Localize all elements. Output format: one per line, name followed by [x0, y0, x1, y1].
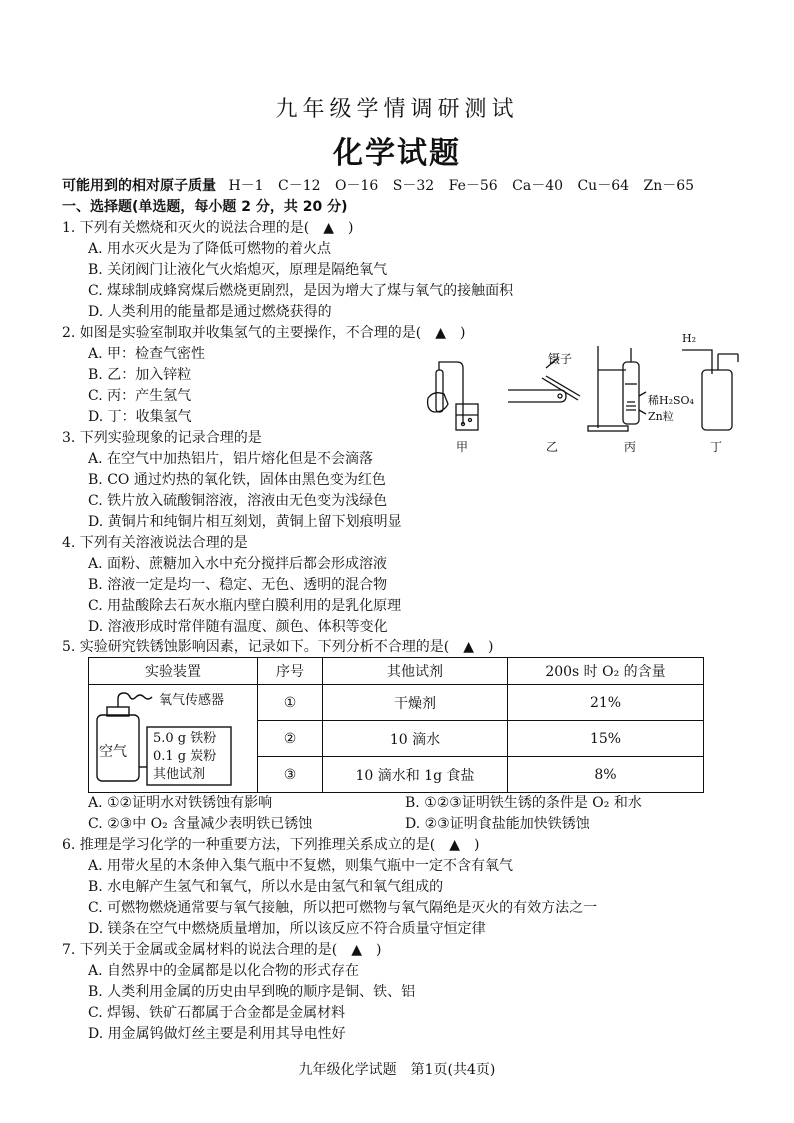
- atomic-mass-item: Fe－56: [448, 178, 498, 194]
- table-row: [89, 685, 704, 721]
- row-2-reagent: 10 滴水: [323, 721, 508, 757]
- question-5-stem: 5. 实验研究铁锈蚀影响因素，记录如下。下列分析不合理的是( ▲ ): [62, 639, 494, 655]
- q6-option-d: D. 镁条在空气中燃烧质量增加，所以该反应不符合质量守恒定律: [88, 921, 486, 937]
- q4-option-d: D. 溶液形成时常伴随有温度、颜色、体积等变化: [88, 619, 388, 635]
- acid-label: 稀H₂SO₄: [648, 394, 694, 407]
- question-7-stem: 7. 下列关于金属或金属材料的说法合理的是( ▲ ): [62, 942, 382, 958]
- header-device: 实验装置: [89, 658, 258, 685]
- other-reagent-label: 其他试剂: [153, 766, 206, 782]
- zinc-label: Zn粒: [648, 410, 674, 423]
- hydrogen-label: H₂: [682, 332, 697, 345]
- q1-option-d: D. 人类利用的能量都是通过燃烧获得的: [88, 304, 332, 320]
- q6-option-a: A. 用带火星的木条伸入集气瓶中不复燃，则集气瓶中一定不含有氧气: [88, 858, 514, 874]
- header-number: 序号: [258, 658, 323, 685]
- sensor-label: 氧气传感器: [159, 692, 225, 708]
- q5-option-a: A. ①②证明水对铁锈蚀有影响: [88, 795, 273, 811]
- q4-option-a: A. 面粉、蔗糖加入水中充分搅拌后都会形成溶液: [88, 556, 388, 572]
- row-3-reagent: 10 滴水和 1g 食盐: [323, 757, 508, 793]
- q2-option-b: B. 乙：加入锌粒: [88, 367, 192, 383]
- question-1-stem: 1. 下列有关燃烧和灭火的说法合理的是( ▲ ): [62, 220, 354, 236]
- question-2-stem: 2. 如图是实验室制取并收集氢气的主要操作，不合理的是( ▲ ): [62, 325, 466, 341]
- figure-label-jia: 甲: [456, 440, 469, 454]
- q3-option-c: C. 铁片放入硫酸铜溶液，溶液由无色变为浅绿色: [88, 493, 388, 509]
- atomic-mass-item: H－1: [228, 178, 264, 194]
- atomic-mass-item: Zn－65: [643, 178, 695, 194]
- q5-option-b: B. ①②③证明铁生锈的条件是 O₂ 和水: [405, 795, 642, 811]
- atomic-mass-item: Cu－64: [577, 178, 630, 194]
- q1-option-c: C. 煤球制成蜂窝煤后燃烧更剧烈，是因为增大了煤与氧气的接触面积: [88, 283, 514, 299]
- air-label: 空气: [99, 743, 127, 760]
- row-2-number: ②: [258, 721, 323, 757]
- exam-subtitle: 化学试题: [333, 136, 461, 171]
- figure-label-yi: 乙: [546, 440, 559, 454]
- device-contents: [153, 730, 216, 784]
- q3-option-a: A. 在空气中加热铝片，铝片熔化但是不会滴落: [88, 451, 374, 467]
- atomic-mass-item: Ca－40: [512, 178, 564, 194]
- page-footer: 九年级化学试题 第1页(共4页): [298, 1062, 496, 1078]
- row-3-number: ③: [258, 757, 323, 793]
- atomic-mass-item: O－16: [335, 178, 379, 194]
- q4-option-b: B. 溶液一定是均一、稳定、无色、透明的混合物: [88, 577, 388, 593]
- q3-option-b: B. CO 通过灼热的氧化铁，固体由黑色变为红色: [88, 472, 386, 488]
- question-4-stem: 4. 下列有关溶液说法合理的是: [62, 535, 248, 551]
- row-1-oxygen: 21%: [508, 685, 704, 721]
- section-heading: 一、选择题(单选题，每小题 2 分，共 20 分): [62, 199, 348, 215]
- q6-option-c: C. 可燃物燃烧通常要与氧气接触，所以把可燃物与氧气隔绝是灭火的有效方法之一: [88, 900, 598, 916]
- q7-option-d: D. 用金属钨做灯丝主要是利用其导电性好: [88, 1026, 346, 1042]
- q2-option-c: C. 丙：产生氢气: [88, 388, 192, 404]
- atomic-mass-item: S－32: [392, 178, 435, 194]
- q2-option-d: D. 丁：收集氢气: [88, 409, 192, 425]
- row-3-oxygen: 8%: [508, 757, 704, 793]
- atomic-mass-line: [62, 176, 704, 196]
- q7-option-c: C. 焊锡、铁矿石都属于合金都是金属材料: [88, 1005, 346, 1021]
- apparatus-figure: [420, 332, 740, 455]
- exam-title: 九年级学情调研测试: [275, 97, 519, 122]
- q4-option-c: C. 用盐酸除去石灰水瓶内壁白膜利用的是乳化原理: [88, 598, 402, 614]
- carbon-powder-label: 0.1 g 炭粉: [153, 748, 217, 764]
- q7-option-a: A. 自然界中的金属都是以化合物的形式存在: [88, 963, 360, 979]
- experiment-table: [88, 657, 704, 793]
- q5-option-c: C. ②③中 O₂ 含量减少表明铁已锈蚀: [88, 816, 313, 832]
- q3-option-d: D. 黄铜片和纯铜片相互刻划，黄铜上留下划痕明显: [88, 514, 402, 530]
- atomic-mass-item: C－12: [278, 178, 321, 194]
- header-oxygen: 200s 时 O₂ 的含量: [508, 658, 704, 685]
- row-1-number: ①: [258, 685, 323, 721]
- question-6-stem: 6. 推理是学习化学的一种重要方法，下列推理关系成立的是( ▲ ): [62, 837, 480, 853]
- iron-powder-label: 5.0 g 铁粉: [153, 730, 217, 746]
- row-1-reagent: 干燥剂: [323, 685, 508, 721]
- q1-option-b: B. 关闭阀门让液化气火焰熄灭，原理是隔绝氧气: [88, 262, 388, 278]
- device-cell: [89, 685, 258, 793]
- q6-option-b: B. 水电解产生氢气和氧气，所以水是由氢气和氧气组成的: [88, 879, 444, 895]
- q7-option-b: B. 人类利用金属的历史由早到晚的顺序是铜、铁、铝: [88, 984, 416, 1000]
- figure-label-ding: 丁: [710, 440, 723, 454]
- q5-option-d: D. ②③证明食盐能加快铁锈蚀: [405, 816, 590, 832]
- tweezers-label: 镊子: [548, 352, 573, 366]
- table-header-row: [89, 658, 704, 685]
- figure-label-bing: 丙: [624, 440, 637, 454]
- atomic-mass-label: 可能用到的相对原子质量: [62, 178, 216, 194]
- question-3-stem: 3. 下列实验现象的记录合理的是: [62, 430, 262, 446]
- device-diagram: [89, 687, 255, 791]
- apparatus-drawing: [420, 340, 740, 435]
- q2-option-a: A. 甲：检查气密性: [88, 346, 206, 362]
- q1-option-a: A. 用水灭火是为了降低可燃物的着火点: [88, 241, 332, 257]
- row-2-oxygen: 15%: [508, 721, 704, 757]
- header-reagent: 其他试剂: [323, 658, 508, 685]
